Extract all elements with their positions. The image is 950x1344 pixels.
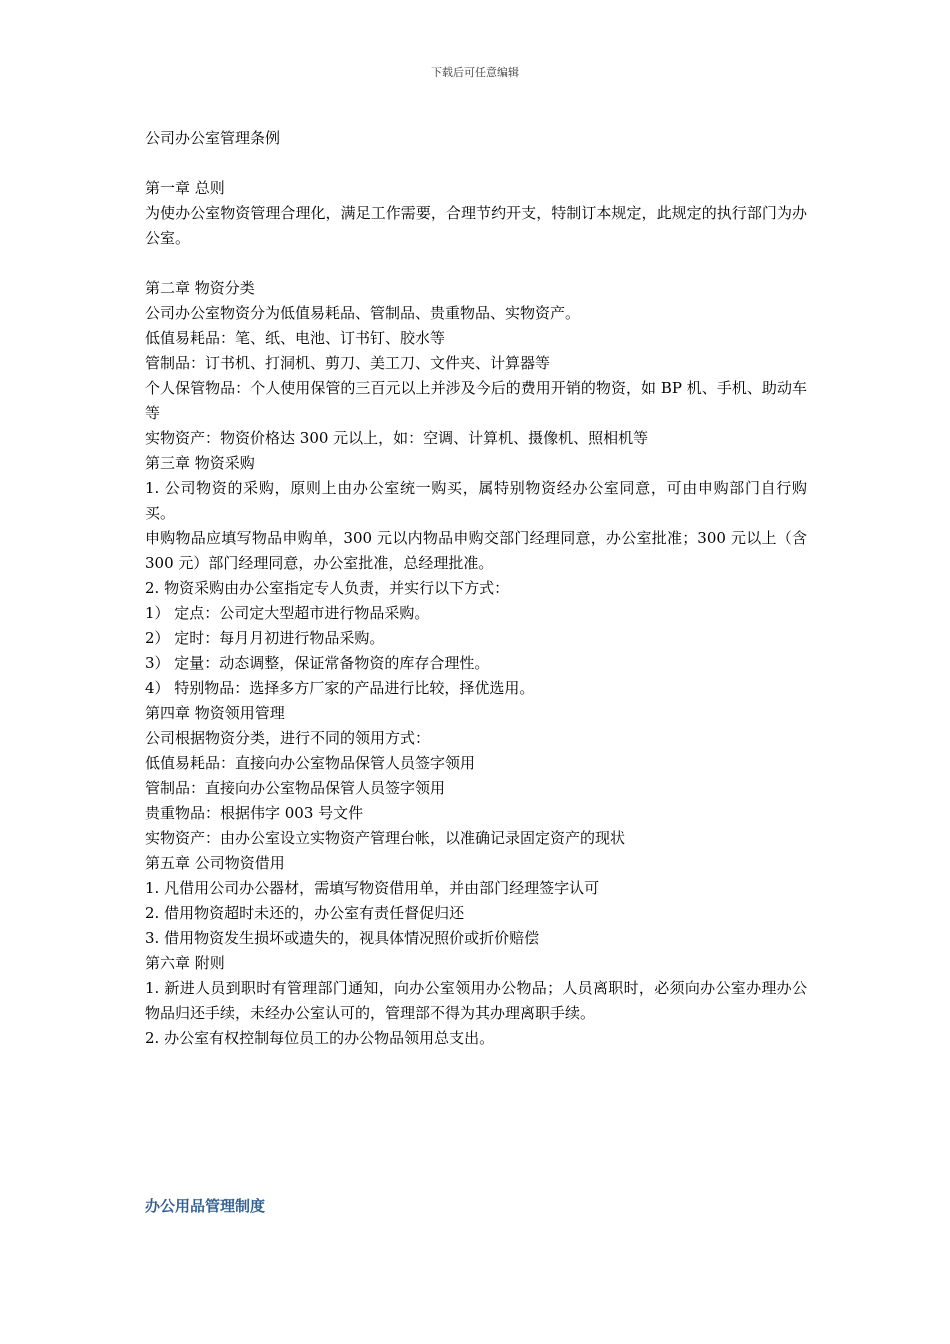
chapter-2-line-1: 公司办公室物资分为低值易耗品、管制品、贵重物品、实物资产。: [145, 304, 581, 322]
chapter-4-line-4: 贵重物品：根据伟字 003 号文件: [145, 804, 364, 822]
chapter-2-line-4: 个人保管物品：个人使用保管的三百元以上并涉及今后的费用开销的物资，如 BP 机、手机、助动车等: [145, 379, 807, 422]
chapter-3-line-1: 1. 公司物资的采购，原则上由办公室统一购买，属特别物资经办公室同意，可由申购部门自行购买。: [145, 479, 807, 522]
chapter-6-heading: 第六章 附则: [145, 954, 225, 972]
chapter-6-line-1: 1. 新进人员到职时有管理部门通知，向办公室领用办公物品；人员离职时，必须向办公室办理办公物品归还手续，未经办公室认可的，管理部不得为其办理离职手续。: [145, 979, 807, 1022]
chapter-4-line-2: 低值易耗品：直接向办公室物品保管人员签字领用: [145, 754, 476, 772]
chapter-2-line-3: 管制品：订书机、打洞机、剪刀、美工刀、文件夹、计算器等: [145, 354, 551, 372]
chapter-3-line-2: 申购物品应填写物品申购单，300 元以内物品申购交部门经理同意，办公室批准；300 元以上（含 300 元）部门经理同意，办公室批准，总经理批准。: [145, 529, 807, 572]
chapter-4-heading: 第四章 物资领用管理: [145, 704, 285, 722]
chapter-3-line-6: 3） 定量：动态调整，保证常备物资的库存合理性。: [145, 654, 490, 672]
chapter-3-line-7: 4） 特别物品：选择多方厂家的产品进行比较，择优选用。: [145, 679, 535, 697]
document-body: [145, 126, 807, 1051]
chapter-5-line-2: 2. 借用物资超时未还的，办公室有责任督促归还: [145, 904, 465, 922]
chapter-4-line-3: 管制品：直接向办公室物品保管人员签字领用: [145, 779, 446, 797]
spacer: [145, 251, 807, 276]
chapter-5-line-3: 3. 借用物资发生损坏或遗失的，视具体情况照价或折价赔偿: [145, 929, 540, 947]
next-document-title: 办公用品管理制度: [145, 1197, 266, 1215]
chapter-4-line-5: 实物资产：由办公室设立实物资产管理台帐，以准确记录固定资产的现状: [145, 829, 626, 847]
chapter-3-heading: 第三章 物资采购: [145, 454, 255, 472]
chapter-2-line-2: 低值易耗品：笔、纸、电池、订书钉、胶水等: [145, 329, 446, 347]
chapter-5-line-1: 1. 凡借用公司办公器材，需填写物资借用单，并由部门经理签字认可: [145, 879, 600, 897]
chapter-3-line-4: 1） 定点：公司定大型超市进行物品采购。: [145, 604, 430, 622]
chapter-1-heading: 第一章 总则: [145, 179, 225, 197]
chapter-6-line-2: 2. 办公室有权控制每位员工的办公物品领用总支出。: [145, 1029, 495, 1047]
chapter-4-line-1: 公司根据物资分类，进行不同的领用方式：: [145, 729, 431, 747]
chapter-2-heading: 第二章 物资分类: [145, 279, 255, 297]
spacer: [145, 151, 807, 176]
chapter-2-line-5: 实物资产：物资价格达 300 元以上，如：空调、计算机、摄像机、照相机等: [145, 429, 649, 447]
header-note: 下载后可任意编辑: [431, 66, 519, 79]
chapter-1-paragraph: 为使办公室物资管理合理化，满足工作需要，合理节约开支，特制订本规定，此规定的执行部门为办公室。: [145, 204, 807, 247]
document-title: 公司办公室管理条例: [145, 129, 281, 147]
chapter-5-heading: 第五章 公司物资借用: [145, 854, 285, 872]
chapter-3-line-5: 2） 定时：每月月初进行物品采购。: [145, 629, 385, 647]
chapter-3-line-3: 2. 物资采购由办公室指定专人负责，并实行以下方式：: [145, 579, 510, 597]
